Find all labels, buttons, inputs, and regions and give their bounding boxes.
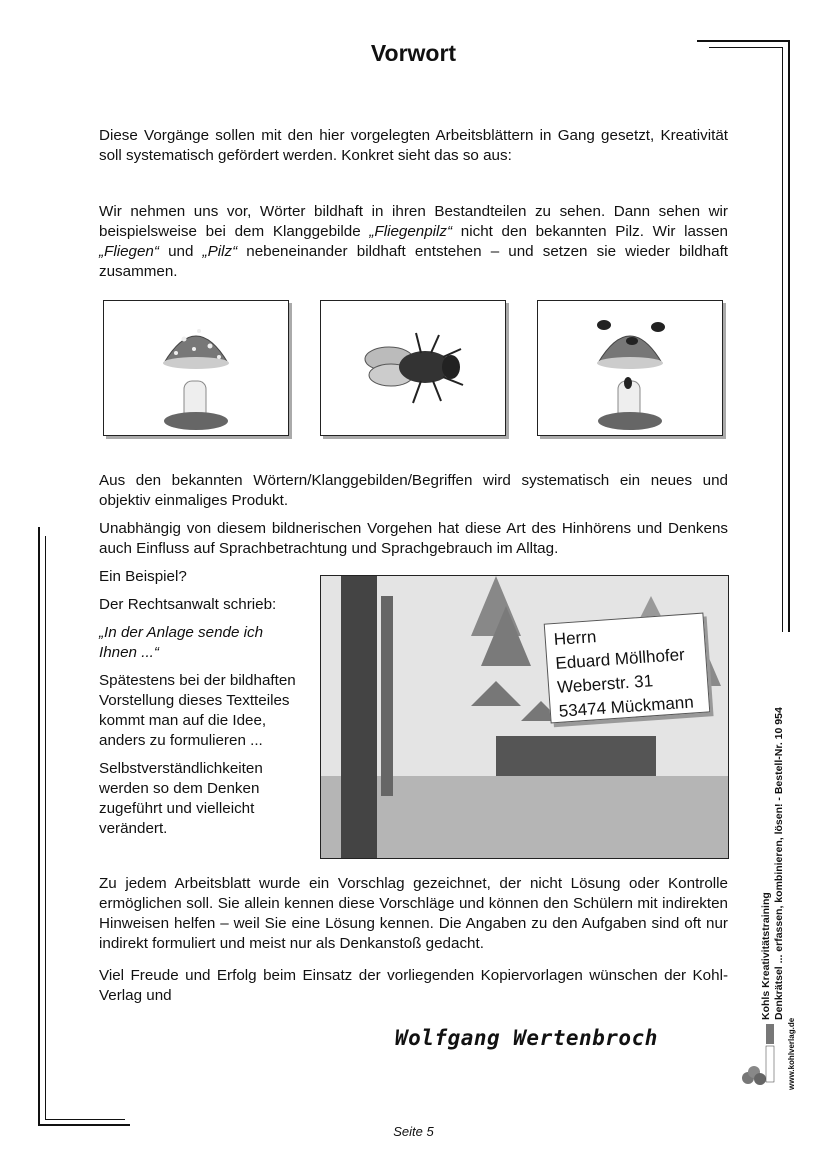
- fly-mushroom-image: [537, 300, 723, 436]
- self-evident-text: Selbstverständlichkeiten werden so dem Denken zugeführt und vielleicht verändert.: [99, 760, 263, 837]
- example-word-fliegen: „Fliegen“: [99, 243, 159, 260]
- sidebar-series-title: Kohls Kreativitätstraining: [760, 892, 772, 1020]
- example-text-c: nicht den bekannten Pilz. Wir lassen: [452, 223, 728, 240]
- sign-line-4: 53474 Mückmann: [558, 692, 695, 721]
- frame-left-line-2: [45, 536, 46, 1120]
- lawyer-line: Der Rechtsanwalt schrieb:: [99, 596, 277, 613]
- lawyer-quote: „In der Anlage sende ich Ihnen ...“: [99, 624, 264, 661]
- address-sign: [544, 613, 711, 724]
- page-number: Seite 5: [393, 1124, 434, 1139]
- frame-left-line-1: [38, 527, 40, 1126]
- example-question: Ein Beispiel?: [99, 568, 187, 585]
- imagination-text: Spätestens bei der bildhaften Vorstellung dieses Textteiles kommt man auf die Idee, anders zu formulieren ...: [99, 672, 296, 749]
- example-text-g: nebeneinander bildhaft entstehen – und setzen sie wieder bildhaft zusammen.: [99, 243, 729, 280]
- frame-right-line-1: [788, 40, 790, 632]
- example-word-fliegenpilz: „Fliegenpilz“: [369, 223, 453, 240]
- mushroom-image: [103, 300, 289, 436]
- intro-paragraph: Diese Vorgänge sollen mit den hier vorgelegten Arbeitsblättern in Gang gesetzt, Kreativität soll systematisch gefördert werden. Konkret sieht das so aus:: [99, 127, 728, 164]
- park-photo: [320, 575, 729, 859]
- worksheet-paragraph: Zu jedem Arbeitsblatt wurde ein Vorschlag gezeichnet, der nicht Lösung oder Kontrolle ermöglichen soll. Sie allein kennen diese Vorschläge und können den Schülern mit indirekten Hinweisen helfen – weil Sie eine Lösung kennen. Die Angaben zu den Aufgaben sind oft nur indirekt formuliert und meist nur als Denkanstoß gedacht.: [99, 875, 728, 952]
- author-signature: Wolfgang Wertenbroch: [395, 1026, 658, 1050]
- example-text-e: und: [158, 243, 203, 260]
- example-paragraph: [99, 202, 728, 282]
- sidebar-book-title: Denkrätsel ... erfassen, kombinieren, lösen! - Bestell-Nr. 10 954: [773, 707, 785, 1020]
- kohl-logo: [740, 1024, 778, 1088]
- sign-line-1: Herrn: [553, 627, 597, 650]
- sign-line-2: Eduard Möllhofer: [554, 644, 686, 673]
- example-text-a: Wir nehmen uns vor, Wörter bildhaft in ihren Bestandteilen zu sehen. Dann sehen wir beispielsweise bei dem Klanggebilde: [99, 203, 728, 240]
- closing-paragraph: Viel Freude und Erfolg beim Einsatz der vorliegenden Kopiervorlagen wünschen der Kohl-Verlag und: [99, 967, 728, 1004]
- sidebar-url: www.kohlverlag.de: [787, 1017, 796, 1090]
- fly-image: [320, 300, 506, 436]
- page-title: Vorwort: [370, 40, 457, 66]
- left-column: [99, 567, 299, 839]
- frame-right-line-2: [782, 47, 783, 632]
- result-paragraph: Aus den bekannten Wörtern/Klanggebilden/Begriffen wird systematisch ein neues und objektiv einmaliges Produkt.: [99, 472, 728, 509]
- example-word-pilz: „Pilz“: [202, 243, 238, 260]
- sign-line-3: Weberstr. 31: [556, 671, 654, 697]
- language-paragraph: Unabhängig von diesem bildnerischen Vorgehen hat diese Art des Hinhörens und Denkens auch Einfluss auf Sprachbetrachtung und Sprachgebrauch im Alltag.: [99, 520, 728, 557]
- frame-bottom-left-line-2: [45, 1119, 125, 1120]
